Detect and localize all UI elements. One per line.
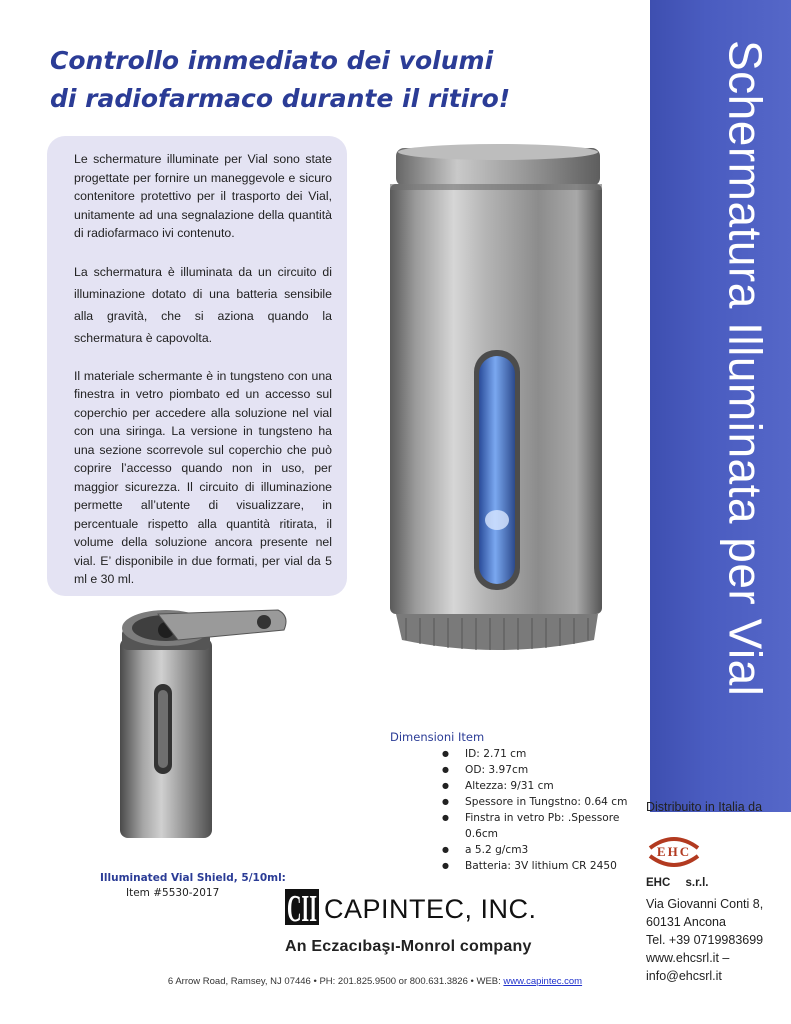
side-title-text: Schermatura Illuminata per Vial: [719, 40, 772, 697]
side-band: [650, 0, 791, 812]
dimension-item: ● OD: 3.97cm: [442, 762, 630, 778]
dimensions-list: [390, 746, 630, 874]
capintec-tagline: An Eczacıbaşı-Monrol company: [285, 938, 532, 955]
vial-shield-open-photo: [118, 598, 293, 840]
footer: [0, 976, 750, 987]
address-line: info@ehcsrl.it: [646, 969, 722, 983]
distributor-address: [646, 895, 786, 985]
footer-link[interactable]: www.capintec.com: [503, 976, 583, 987]
capintec-name: CAPINTEC, INC.: [324, 894, 537, 924]
description-paragraph-1: Le schermature illuminate per Vial sono state progettate per fornire un maneggevole e sicuro contenitore protettivo per il trasporto dei Vial, unitamente ad una segnalazione della quantità di radiofarmaco ivi contenuto.: [74, 152, 332, 240]
distributor-intro: Distribuito in Italia da: [646, 800, 763, 814]
product-caption-item: Item #5530-2017: [126, 887, 220, 899]
dimension-item: ● Finstra in vetro Pb: .Spessore 0.6cm: [442, 810, 630, 842]
dimension-item: ● a 5.2 g/cm3: [442, 842, 630, 858]
ehc-logo-text: EHC: [656, 844, 692, 859]
address-line: Via Giovanni Conti 8,: [646, 897, 764, 911]
dimensions-title: Dimensioni Item: [390, 730, 485, 744]
capintec-logo-mark: CII: [287, 888, 317, 930]
dimension-item: ● Altezza: 9/31 cm: [442, 778, 630, 794]
description-paragraph-2: La schermatura è illuminata da un circuito di illuminazione dotato di una batteria sensibile alla gravità, che si aziona quando la schermatura è capovolta.: [74, 264, 332, 345]
address-line: Tel. +39 0719983699: [646, 933, 764, 947]
distributor-company: EHC s.r.l.: [646, 877, 709, 889]
ehc-logo: [646, 832, 702, 870]
product-caption-title: Illuminated Vial Shield, 5/10ml:: [100, 872, 286, 884]
headline-line-1: Controllo immediato dei volumi: [50, 46, 494, 75]
address-line: www.ehcsrl.it –: [646, 951, 730, 965]
address-line: 60131 Ancona: [646, 915, 726, 929]
vial-shield-photo: [386, 140, 608, 670]
dimensions-section: [390, 730, 630, 874]
footer-address: 6 Arrow Road, Ramsey, NJ 07446 • PH: 201.825.9500 or 800.631.3826 • WEB:: [167, 976, 504, 987]
dimension-item: ● Batteria: 3V lithium CR 2450: [442, 858, 630, 874]
dimension-item: ● Spessore in Tungstno: 0.64 cm: [442, 794, 630, 810]
dimension-item: ● ID: 2.71 cm: [442, 746, 630, 762]
headline-line-2: di radiofarmaco durante il ritiro!: [50, 84, 511, 113]
headline: [50, 42, 610, 118]
description-box: [47, 136, 347, 596]
description-paragraph-3: Il materiale schermante è in tungsteno con una finestra in vetro piombato ed un accesso sul coperchio per accedere alla soluzione nel vial con una siringa. La versione in tungsteno ha una sezione scorrevole sul coperchio che può coprire l’accesso quando non in uso, per maggior sicurezza. Il circuito di illuminazione permette all’utente di visualizzare, in percentuale rispetto alla quantità ritirata, il volume della soluzione ancora presente nel vial. E’ disponibile in due formati, per vial da 5 ml e 30 ml.: [74, 368, 332, 586]
